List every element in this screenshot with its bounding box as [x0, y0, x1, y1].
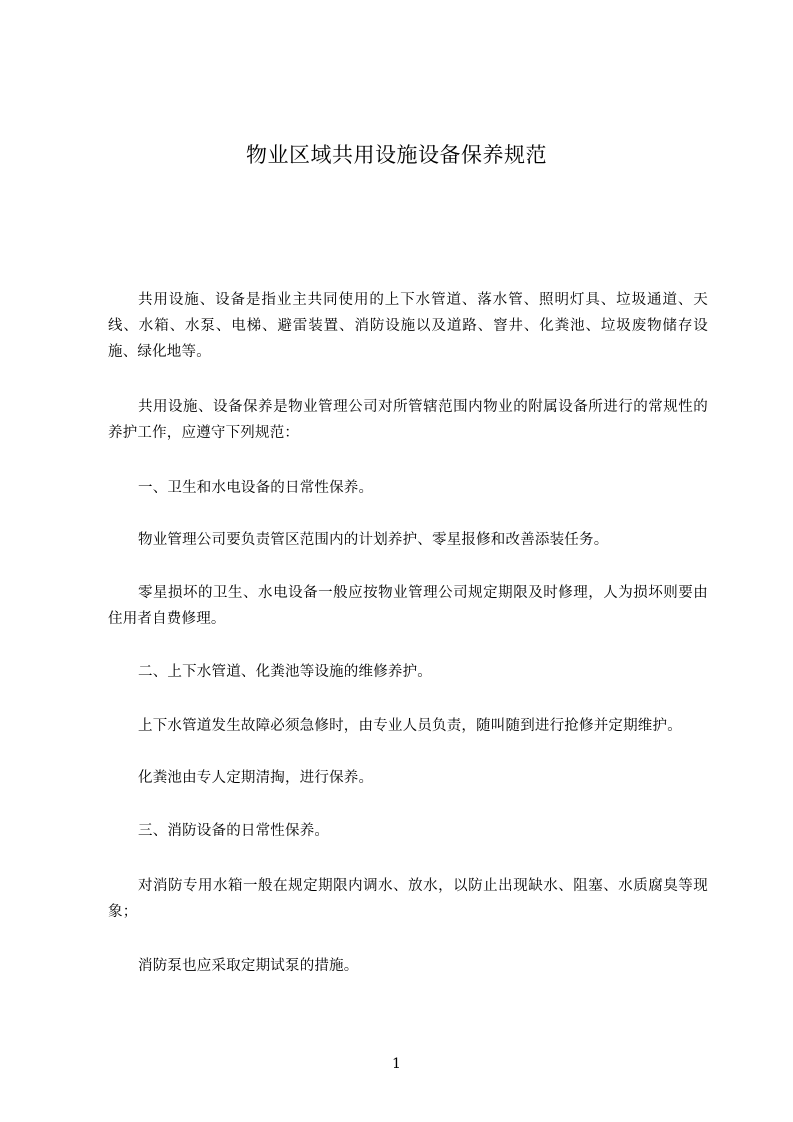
- paragraph-1-1: 物业管理公司要负责管区范围内的计划养护、零星报修和改善添装任务。: [138, 532, 609, 548]
- paragraph-2-1: 上下水管道发生故障必须急修时，由专业人员负责，随叫随到进行抢修并定期维护。: [138, 718, 682, 734]
- paragraph-3-1: 对消防专用水箱一般在规定期限内调水、放水，以防止出现缺水、阻塞、水质腐臭等现象；: [108, 878, 708, 920]
- document-title: 物业区域共用设施设备保养规范: [246, 143, 547, 167]
- section-heading-2: 二、上下水管道、化粪池等设施的维修养护。: [138, 664, 432, 680]
- paragraph-definition: 共用设施、设备是指业主共同使用的上下水管道、落水管、照明灯具、垃圾通道、天线、水箱、水泵、电梯、避雷装置、消防设施以及道路、窨井、化粪池、垃圾废物储存设施、绿化地等。: [108, 292, 708, 360]
- paragraph-intro: 共用设施、设备保养是物业管理公司对所管辖范围内物业的附属设备所进行的常规性的养护工作，应遵守下列规范：: [108, 399, 708, 441]
- page-number: 1: [392, 1056, 401, 1072]
- section-heading-3: 三、消防设备的日常性保养。: [138, 823, 330, 839]
- paragraph-3-2: 消防泵也应采取定期试泵的措施。: [138, 958, 359, 974]
- paragraph-2-2: 化粪池由专人定期清掏，进行保养。: [138, 770, 374, 786]
- section-heading-1: 一、卫生和水电设备的日常性保养。: [138, 480, 374, 496]
- paragraph-1-2: 零星损坏的卫生、水电设备一般应按物业管理公司规定期限及时修理，人为损坏则要由住用者自费修理。: [108, 585, 708, 627]
